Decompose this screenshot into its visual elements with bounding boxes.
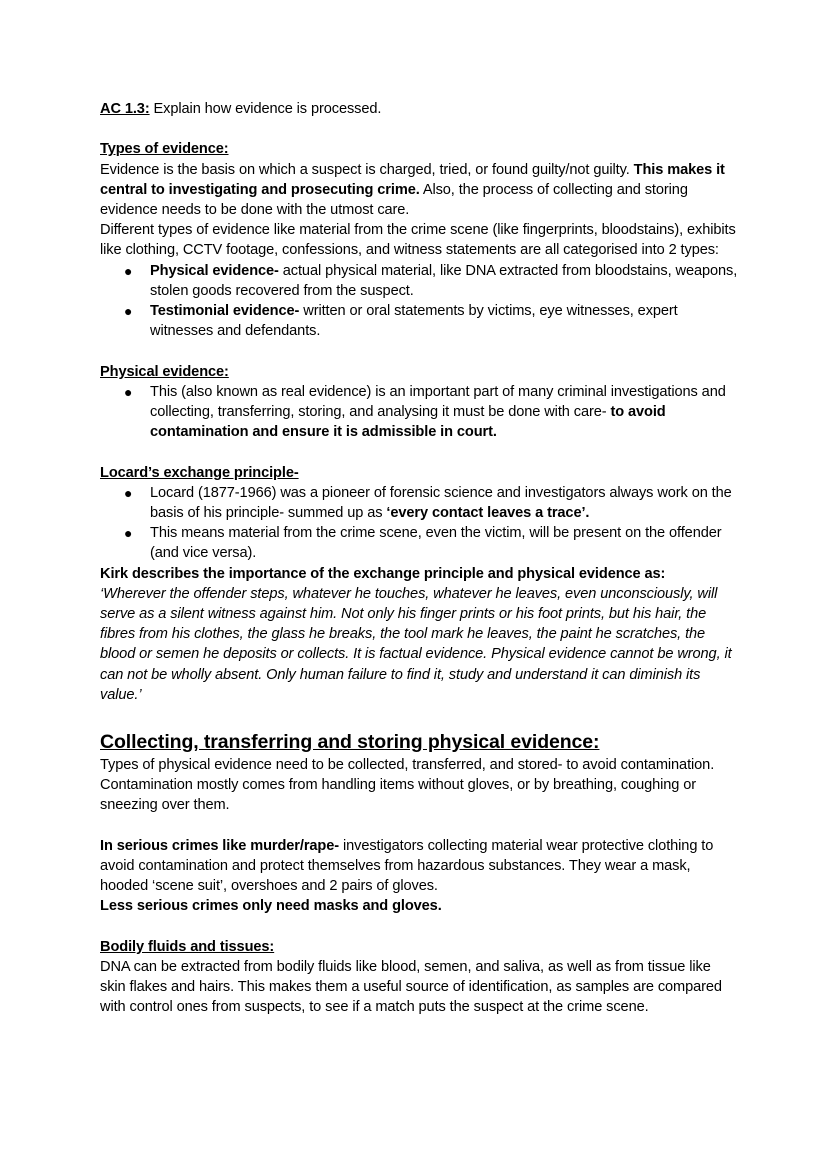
locard-heading: Locard’s exchange principle- [100, 464, 299, 481]
collecting-paragraph-1: Types of physical evidence need to be collected, transferred, and stored- to avoid contamination. Contamination mostly comes from handling items without gloves, or by breathing, coughing or sneezing over them. [100, 757, 715, 814]
bullet-icon: ● [124, 484, 133, 501]
bullet-icon: ● [124, 383, 133, 400]
bullet-bold-text: to avoid contamination and ensure it is admissible in court. [150, 404, 666, 441]
types-bullet-list [100, 261, 740, 342]
kirk-intro-text: Kirk describes the importance of the exchange principle and physical evidence as: [100, 565, 666, 582]
types-paragraph-1 [100, 160, 740, 221]
bullet-icon: ● [124, 262, 133, 279]
kirk-intro [100, 564, 740, 584]
locard-bullet-list [100, 483, 740, 564]
assessment-criterion [100, 99, 740, 119]
bodily-heading: Bodily fluids and tissues: [100, 938, 275, 955]
bullet-icon: ● [124, 303, 133, 320]
serious-crimes-label: In serious crimes like murder/rape- [100, 837, 340, 854]
types-paragraph-2: Different types of evidence like material from the crime scene (like fingerprints, bloodstains), exhibits like clothing, CCTV footage, confessions, and witness statements are all categorised into 2 types: [100, 222, 736, 259]
types-p1-text-end: Also, the process of collecting and storing evidence needs to be done with the utmost care. [100, 181, 688, 218]
types-heading: Types of evidence: [100, 141, 229, 158]
bullet-text: Locard (1877-1966) was a pioneer of forensic science and investigators always work on the basis of his principle- summed up as [150, 484, 732, 522]
criterion-text: Explain how evidence is processed. [149, 101, 382, 117]
physical-bullet-list [100, 382, 740, 443]
collecting-heading: Collecting, transferring and storing physical evidence: [100, 731, 600, 754]
list-item [100, 301, 740, 341]
types-p1-text: Evidence is the basis on which a suspect is charged, tried, or found guilty/not guilty. [100, 161, 634, 178]
bullet-text: This means material from the crime scene, even the victim, will be present on the offender (and vice versa). [150, 525, 722, 562]
bullet-text: This (also known as real evidence) is an important part of many criminal investigations and collecting, transferring, storing, and analysing it must be done with care- [150, 383, 726, 421]
collecting-paragraph-2 [100, 836, 740, 897]
list-item [100, 483, 740, 523]
list-item [100, 261, 740, 301]
bullet-term: Testimonial evidence- [150, 303, 300, 320]
list-item [100, 382, 740, 443]
bullet-text: written or oral statements by victims, eye witnesses, expert witnesses and defendants. [150, 303, 678, 340]
bullet-bold-text: ‘every contact leaves a trace’. [386, 505, 590, 522]
serious-crimes-text: investigators collecting material wear protective clothing to avoid contamination and protect themselves from hazardous substances. They wear a mask, hooded ‘scene suit’, overshoes and 2 pairs of gloves. [100, 837, 714, 895]
bullet-term: Physical evidence- [150, 262, 279, 279]
collecting-paragraph-3 [100, 896, 740, 916]
bullet-text: actual physical material, like DNA extracted from bloodstains, weapons, stolen goods recovered from the suspect. [150, 262, 738, 299]
document-content [100, 99, 740, 1018]
criterion-label: AC 1.3: [100, 101, 150, 117]
types-p1-bold: This makes it central to investigating and prosecuting crime. [100, 161, 725, 198]
physical-heading: Physical evidence: [100, 363, 229, 380]
bodily-paragraph-1: DNA can be extracted from bodily fluids like blood, semen, and saliva, as well as from tissue like skin flakes and hairs. This makes them a useful source of identification, as samples are compared with control ones from suspects, to see if a match puts the suspect at the crime scene. [100, 959, 722, 1016]
bullet-icon: ● [124, 525, 133, 542]
kirk-quote: ‘Wherever the offender steps, whatever he touches, whatever he leaves, even unconsciously, will serve as a silent witness against him. Not only his finger prints or his foot prints, but his hair, the fibres from his clothes, the glass he breaks, the tool mark he leaves, the paint he scratches, the blood or semen he deposits or collects. It is factual evidence. Physical evidence cannot be wrong, it can not be wholly absent. Only human failure to find it, study and understand it can diminish its value.’ [100, 585, 732, 703]
list-item [100, 523, 740, 563]
less-serious-crimes-text: Less serious crimes only need masks and gloves. [100, 898, 442, 915]
